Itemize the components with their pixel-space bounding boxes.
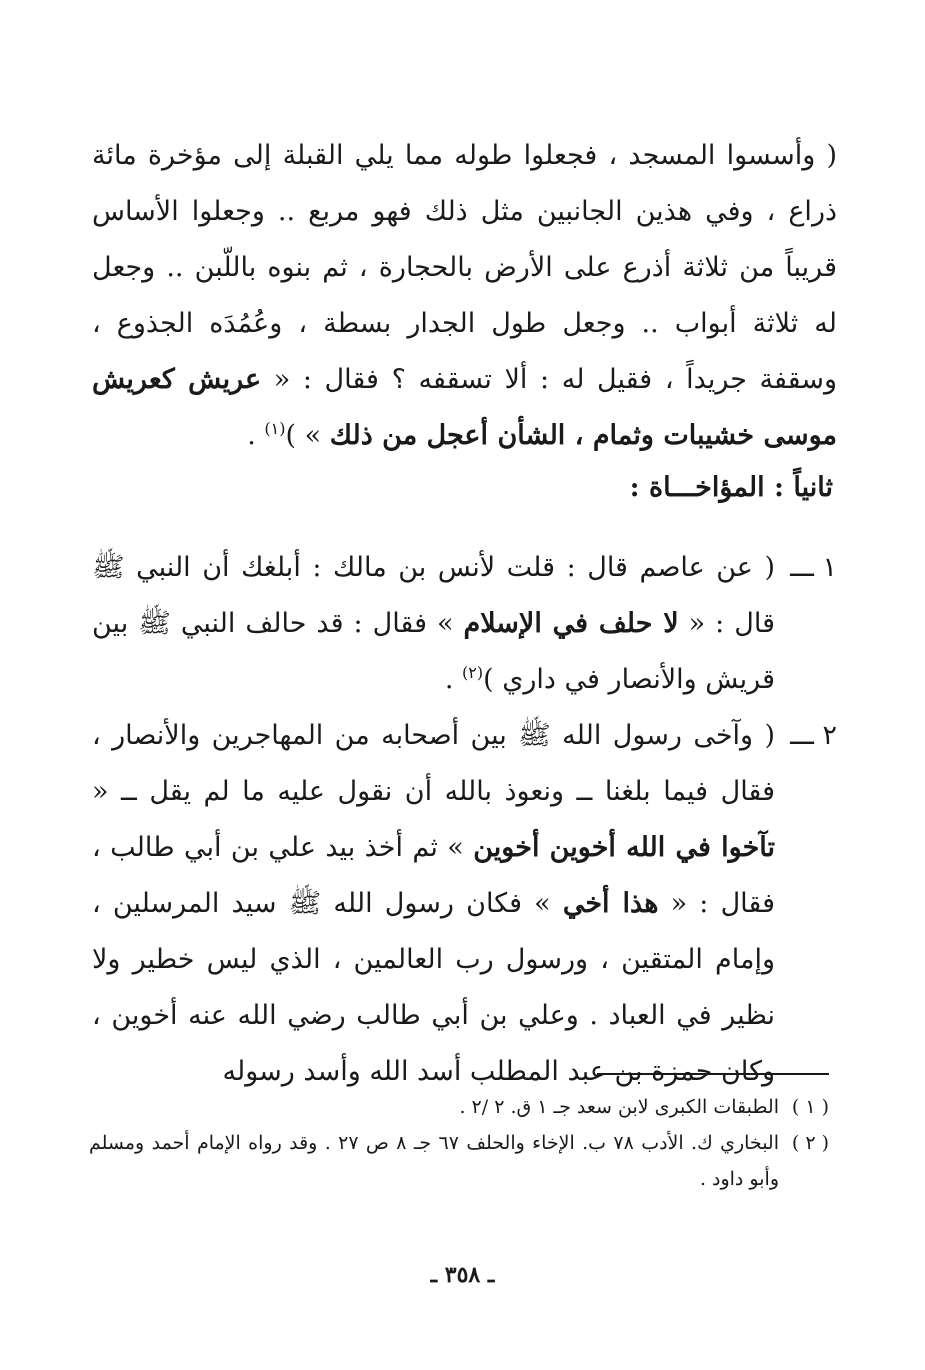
footnote-ref-1[interactable]: (١) [264, 419, 286, 438]
item-text [92, 540, 775, 708]
item-quote-bold: هذا أخي [562, 888, 659, 919]
opening-paragraph [92, 128, 837, 464]
item-text-part: ( عن عاصم قال : قلت لأنس بن مالك : أبلغك أن النبي ﷺ قال : « [92, 552, 775, 639]
list-item-1 [92, 540, 837, 708]
item-text [92, 708, 775, 1100]
page-number: ـ ٣٥٨ ـ [430, 1262, 495, 1288]
item-text-part: » فقال : قد حالف النبي ﷺ بين قريش والأنصار في داري ) [92, 608, 775, 695]
paragraph-tail: . [247, 420, 265, 451]
item-text-part: ( وآخى رسول الله ﷺ بين أصحابه من المهاجرين والأنصار ، فقال فيما بلغنا ــ ونعوذ بالله أن نقول عليه ما لم يقل ــ « [92, 720, 775, 807]
paragraph-quote-bold: عريش كعريش موسى خشيبات وثمام ، الشأن أعجل من ذلك [92, 364, 837, 451]
item-number: ٢ ـــ [790, 720, 837, 751]
item-tail: . [444, 664, 463, 695]
list-item-2 [92, 708, 837, 1100]
footnote-ref-2[interactable]: (٢) [462, 663, 484, 682]
footnote-number: ( ١ ) [791, 1096, 829, 1118]
item-quote-bold: تآخوا في الله أخوين أخوين [473, 832, 776, 863]
footnote-text: الطبقات الكبرى لابن سعد جـ ١ ق. ٢ /٢ . [459, 1096, 779, 1118]
footnote-text: البخاري ك. الأدب ٧٨ ب. الإخاء والحلف ٦٧ جـ ٨ ص ٢٧ . وقد رواه الإمام أحمد ومسلم وأبو داود . [89, 1132, 779, 1190]
item-quote-bold: لا حلف في الإسلام [463, 608, 679, 639]
footnote-1 [89, 1089, 829, 1125]
paragraph-text: ( وأسسوا المسجد ، فجعلوا طوله مما يلي القبلة إلى مؤخرة مائة ذراع ، وفي هذين الجانبين مثل ذلك فهو مربع .. وجعلوا الأساس قريباً من ثلاثة أذرع على الأرض بالحجارة ، ثم بنوه باللّبن .. وجعل له ثلاثة أبواب .. وجعل طول الجدار بسطة ، وعُمُدَه الجذوع ، وسقفة جريداً ، فقيل له : ألا تسقفه ؟ فقال : « [92, 140, 838, 395]
paragraph-quote-end: » ) [285, 420, 330, 451]
item-text-part: » ثم أخذ بيد علي بن أبي طالب ، فقال : « [92, 832, 775, 919]
item-number: ١ ـــ [790, 552, 837, 583]
footnote-number: ( ٢ ) [791, 1132, 829, 1154]
item-text-part: » فكان رسول الله ﷺ سيد المرسلين ، وإمام المتقين ، ورسول رب العالمين ، الذي ليس خطير ولا نظير في العباد . وعلي بن أبي طالب رضي الله عنه أخوين ، وكان حمزة بن عبد المطلب أسد الله وأسد رسوله [92, 888, 775, 1087]
section-heading: ثانياً : المؤاخـــاة : [629, 472, 833, 503]
footnote-divider [597, 1073, 829, 1075]
footnote-2 [89, 1125, 829, 1197]
